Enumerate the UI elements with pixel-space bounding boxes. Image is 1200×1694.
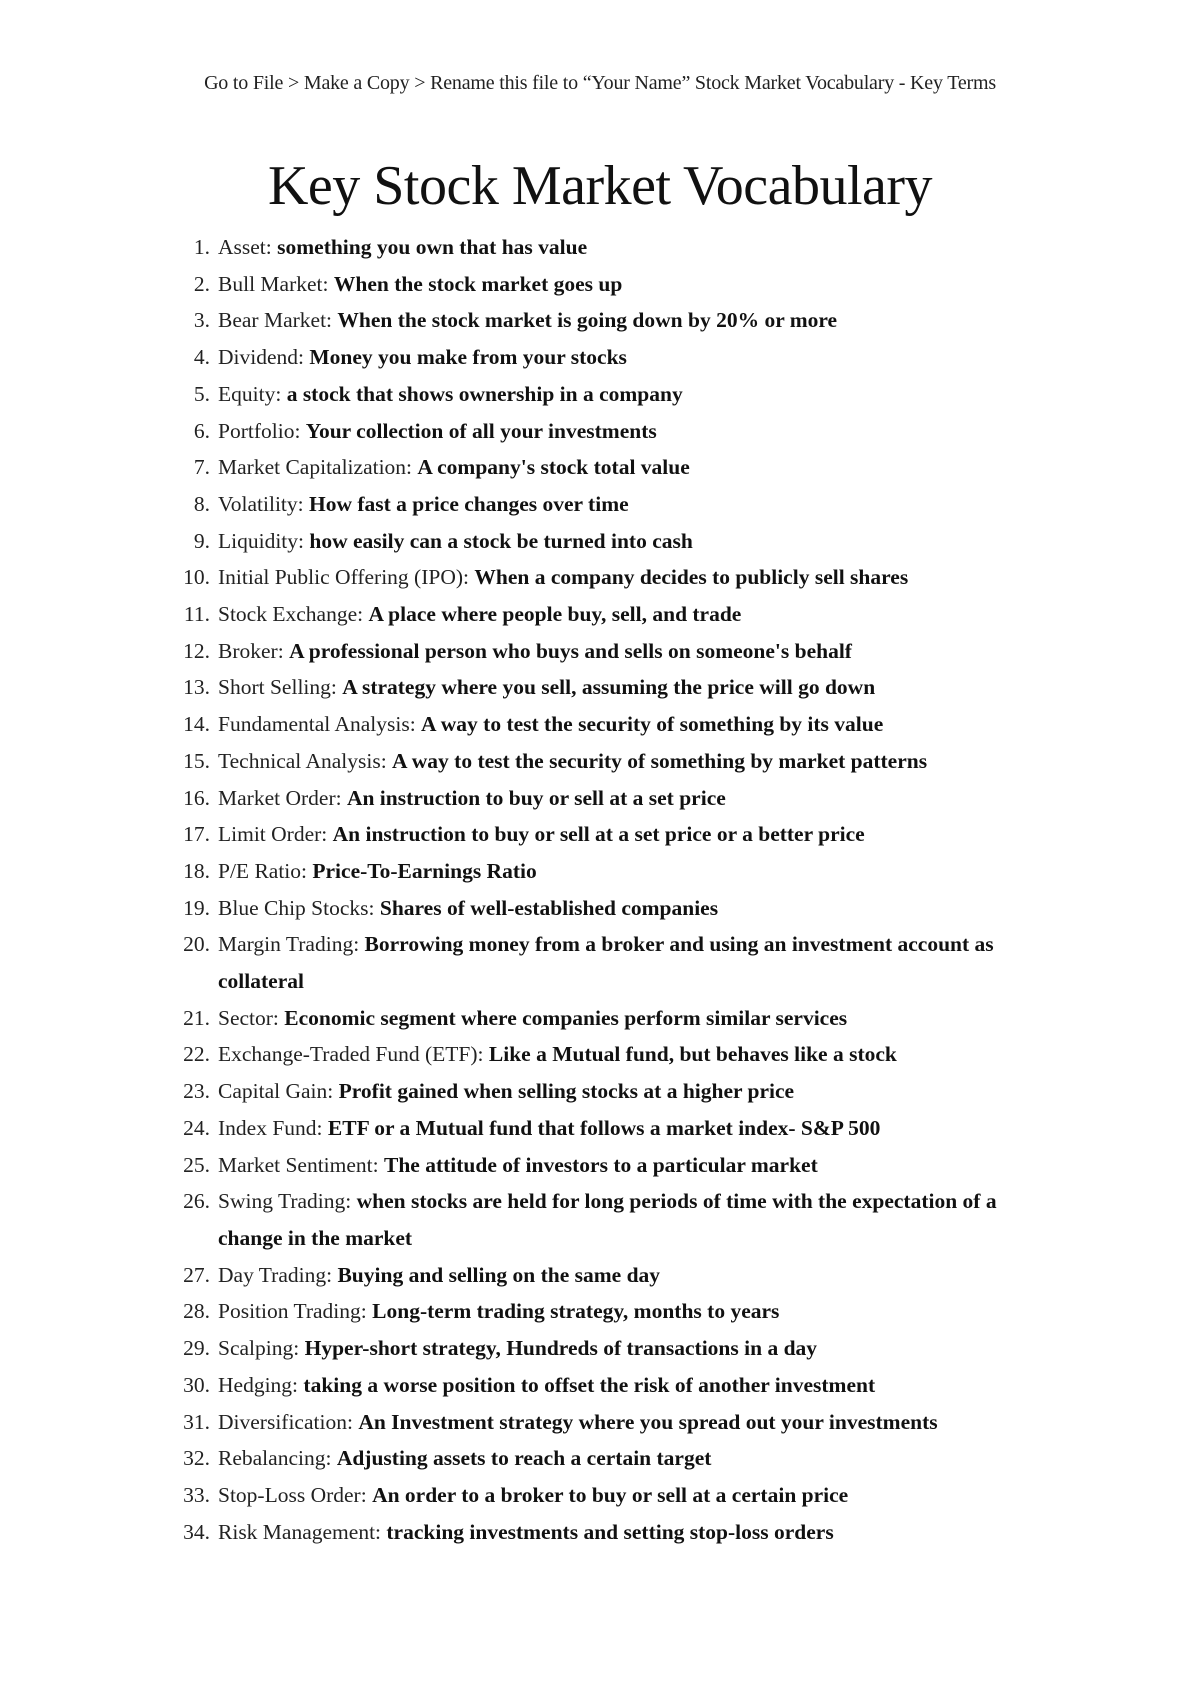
item-number: 13. <box>183 675 210 700</box>
item-text <box>218 302 1058 339</box>
term-name: Limit Order: <box>218 822 328 847</box>
term-name: Market Capitalization: <box>218 455 413 480</box>
item-text <box>218 1147 1058 1184</box>
item-number: 19. <box>183 895 210 920</box>
vocabulary-item <box>0 1147 1200 1184</box>
vocabulary-item <box>0 1183 1200 1256</box>
item-number: 34. <box>183 1519 210 1544</box>
item-number: 11. <box>183 602 210 627</box>
vocabulary-item <box>0 266 1200 303</box>
term-definition: A company's stock total value <box>417 455 690 480</box>
vocabulary-item <box>0 853 1200 890</box>
item-number: 21. <box>183 1005 210 1030</box>
term-definition: A strategy where you sell, assuming the price will go down <box>342 675 876 700</box>
item-text <box>218 1000 1058 1037</box>
vocabulary-item <box>0 376 1200 413</box>
item-text <box>218 1293 1058 1330</box>
term-name: Bull Market: <box>218 271 329 296</box>
term-name: Blue Chip Stocks: <box>218 895 375 920</box>
item-number: 8. <box>193 491 210 516</box>
item-text <box>218 816 1058 853</box>
item-number: 7. <box>193 455 210 480</box>
term-definition: When a company decides to publicly sell shares <box>474 565 909 590</box>
term-name: Liquidity: <box>218 528 304 553</box>
item-number: 24. <box>183 1115 210 1140</box>
term-definition: When the stock market is going down by 20% or more <box>337 308 838 333</box>
term-name: Day Trading: <box>218 1262 333 1287</box>
vocabulary-item <box>0 1000 1200 1037</box>
term-definition: tracking investments and setting stop-loss orders <box>386 1519 834 1544</box>
vocabulary-item <box>0 1330 1200 1367</box>
term-definition: Profit gained when selling stocks at a higher price <box>338 1079 795 1104</box>
term-name: Diversification: <box>218 1409 353 1434</box>
copy-instructions: Go to File > Make a Copy > Rename this file to “Your Name” Stock Market Vocabulary - Key Terms <box>204 72 996 94</box>
term-name: Scalping: <box>218 1336 300 1361</box>
vocabulary-item <box>0 890 1200 927</box>
term-name: Position Trading: <box>218 1299 367 1324</box>
item-number: 26. <box>183 1189 210 1214</box>
term-name: Short Selling: <box>218 675 337 700</box>
item-number: 17. <box>183 822 210 847</box>
term-definition: something you own that has value <box>277 235 588 259</box>
item-text <box>218 926 1058 999</box>
term-name: Swing Trading: <box>218 1189 352 1214</box>
vocabulary-item <box>0 633 1200 670</box>
term-name: Stop-Loss Order: <box>218 1482 367 1507</box>
vocabulary-item <box>0 1110 1200 1147</box>
term-definition: a stock that shows ownership in a company <box>286 381 683 406</box>
vocabulary-item <box>0 816 1200 853</box>
term-definition: When the stock market goes up <box>333 271 623 296</box>
item-number: 12. <box>183 638 210 663</box>
term-definition: A way to test the security of something by market patterns <box>392 748 928 773</box>
item-number: 3. <box>193 308 210 333</box>
vocabulary-item <box>0 669 1200 706</box>
term-definition: Borrowing money from a broker and using an investment account as collateral <box>218 932 994 994</box>
item-text <box>218 1257 1058 1294</box>
item-number: 16. <box>183 785 210 810</box>
item-number: 22. <box>183 1042 210 1067</box>
term-name: Capital Gain: <box>218 1079 334 1104</box>
vocabulary-item <box>0 596 1200 633</box>
term-definition: A professional person who buys and sells on someone's behalf <box>289 638 852 663</box>
term-definition: A place where people buy, sell, and trade <box>368 602 742 627</box>
item-number: 30. <box>183 1372 210 1397</box>
item-number: 14. <box>183 712 210 737</box>
vocabulary-item <box>0 1440 1200 1477</box>
term-name: P/E Ratio: <box>218 858 307 883</box>
term-name: Technical Analysis: <box>218 748 387 773</box>
vocabulary-item <box>0 926 1200 999</box>
item-text <box>218 339 1058 376</box>
item-text <box>218 266 1058 303</box>
item-number: 18. <box>183 858 210 883</box>
vocabulary-item <box>0 523 1200 560</box>
vocabulary-item <box>0 559 1200 596</box>
term-name: Fundamental Analysis: <box>218 712 416 737</box>
term-name: Asset: <box>218 235 272 259</box>
term-definition: Your collection of all your investments <box>305 418 657 443</box>
term-name: Market Order: <box>218 785 342 810</box>
item-text <box>218 229 1058 266</box>
item-text <box>218 486 1058 523</box>
item-text <box>218 1404 1058 1441</box>
item-number: 15. <box>183 748 210 773</box>
term-definition: Like a Mutual fund, but behaves like a stock <box>488 1042 897 1067</box>
term-definition: Money you make from your stocks <box>309 345 627 370</box>
term-definition: taking a worse position to offset the risk of another investment <box>303 1372 876 1397</box>
item-text <box>218 633 1058 670</box>
item-text <box>218 669 1058 706</box>
vocabulary-item <box>0 1404 1200 1441</box>
term-name: Stock Exchange: <box>218 602 364 627</box>
term-definition: Long-term trading strategy, months to years <box>372 1299 780 1324</box>
vocabulary-item <box>0 229 1200 266</box>
term-definition: Adjusting assets to reach a certain target <box>336 1446 712 1471</box>
item-number: 29. <box>183 1336 210 1361</box>
item-text <box>218 1477 1058 1514</box>
term-definition: How fast a price changes over time <box>309 491 629 516</box>
term-name: Risk Management: <box>218 1519 382 1544</box>
item-text <box>218 1073 1058 1110</box>
item-text <box>218 853 1058 890</box>
item-number: 20. <box>183 932 210 957</box>
item-text <box>218 1440 1058 1477</box>
page-title: Key Stock Market Vocabulary <box>267 155 933 217</box>
item-number: 4. <box>193 345 210 370</box>
item-number: 5. <box>193 381 210 406</box>
vocabulary-item <box>0 486 1200 523</box>
term-name: Equity: <box>218 381 282 406</box>
item-number: 25. <box>183 1152 210 1177</box>
item-number: 31. <box>183 1409 210 1434</box>
vocabulary-item <box>0 780 1200 817</box>
term-definition: when stocks are held for long periods of time with the expectation of a change in the market <box>218 1189 997 1250</box>
vocabulary-item <box>0 1367 1200 1404</box>
term-definition: Buying and selling on the same day <box>337 1262 661 1287</box>
vocabulary-item <box>0 1036 1200 1073</box>
item-text <box>218 1367 1058 1404</box>
term-name: Broker: <box>218 638 284 663</box>
item-text <box>218 706 1058 743</box>
term-definition: ETF or a Mutual fund that follows a market index- S&P 500 <box>327 1115 881 1140</box>
term-definition: Hyper-short strategy, Hundreds of transactions in a day <box>304 1336 818 1361</box>
item-number: 27. <box>183 1262 210 1287</box>
term-definition: Shares of well-established companies <box>379 895 719 920</box>
item-number: 33. <box>183 1482 210 1507</box>
term-name: Index Fund: <box>218 1115 323 1140</box>
item-text <box>218 413 1058 450</box>
item-number: 9. <box>193 528 210 553</box>
term-name: Rebalancing: <box>218 1446 332 1471</box>
term-definition: how easily can a stock be turned into cash <box>309 528 693 553</box>
term-definition: Price-To-Earnings Ratio <box>312 858 537 883</box>
term-name: Bear Market: <box>218 308 333 333</box>
term-name: Volatility: <box>218 491 304 516</box>
vocabulary-item <box>0 413 1200 450</box>
term-name: Margin Trading: <box>218 932 360 957</box>
term-definition: The attitude of investors to a particular market <box>384 1152 818 1177</box>
term-name: Hedging: <box>218 1372 299 1397</box>
item-text <box>218 1110 1058 1147</box>
item-number: 2. <box>193 271 210 296</box>
term-name: Sector: <box>218 1005 279 1030</box>
term-name: Portfolio: <box>218 418 301 443</box>
vocabulary-list <box>0 229 1200 1550</box>
term-name: Market Sentiment: <box>218 1152 379 1177</box>
item-text <box>218 559 1058 596</box>
vocabulary-item <box>0 339 1200 376</box>
vocabulary-item <box>0 1293 1200 1330</box>
item-text <box>218 1036 1058 1073</box>
term-name: Dividend: <box>218 345 304 370</box>
term-definition: Economic segment where companies perform similar services <box>284 1005 848 1030</box>
item-text <box>218 780 1058 817</box>
term-name: Exchange-Traded Fund (ETF): <box>218 1042 484 1067</box>
item-text <box>218 1330 1058 1367</box>
term-definition: An instruction to buy or sell at a set price or a better price <box>332 822 865 847</box>
item-number: 6. <box>193 418 210 443</box>
item-text <box>218 523 1058 560</box>
vocabulary-item <box>0 1257 1200 1294</box>
term-definition: An Investment strategy where you spread out your investments <box>358 1409 938 1434</box>
item-number: 32. <box>183 1446 210 1471</box>
vocabulary-item <box>0 743 1200 780</box>
item-number: 28. <box>183 1299 210 1324</box>
term-name: Initial Public Offering (IPO): <box>218 565 469 590</box>
vocabulary-item <box>0 1073 1200 1110</box>
term-definition: An instruction to buy or sell at a set price <box>346 785 726 810</box>
item-number: 1. <box>193 235 210 259</box>
item-number: 23. <box>183 1079 210 1104</box>
item-text <box>218 1514 1058 1551</box>
term-definition: An order to a broker to buy or sell at a certain price <box>372 1482 849 1507</box>
vocabulary-item <box>0 706 1200 743</box>
vocabulary-item <box>0 449 1200 486</box>
term-definition: A way to test the security of something by its value <box>421 712 884 737</box>
item-text <box>218 1183 1058 1256</box>
vocabulary-item <box>0 1477 1200 1514</box>
vocabulary-item <box>0 302 1200 339</box>
item-text <box>218 596 1058 633</box>
item-text <box>218 890 1058 927</box>
vocabulary-item <box>0 1514 1200 1551</box>
item-text <box>218 376 1058 413</box>
item-text <box>218 743 1058 780</box>
item-text <box>218 449 1058 486</box>
item-number: 10. <box>183 565 210 590</box>
